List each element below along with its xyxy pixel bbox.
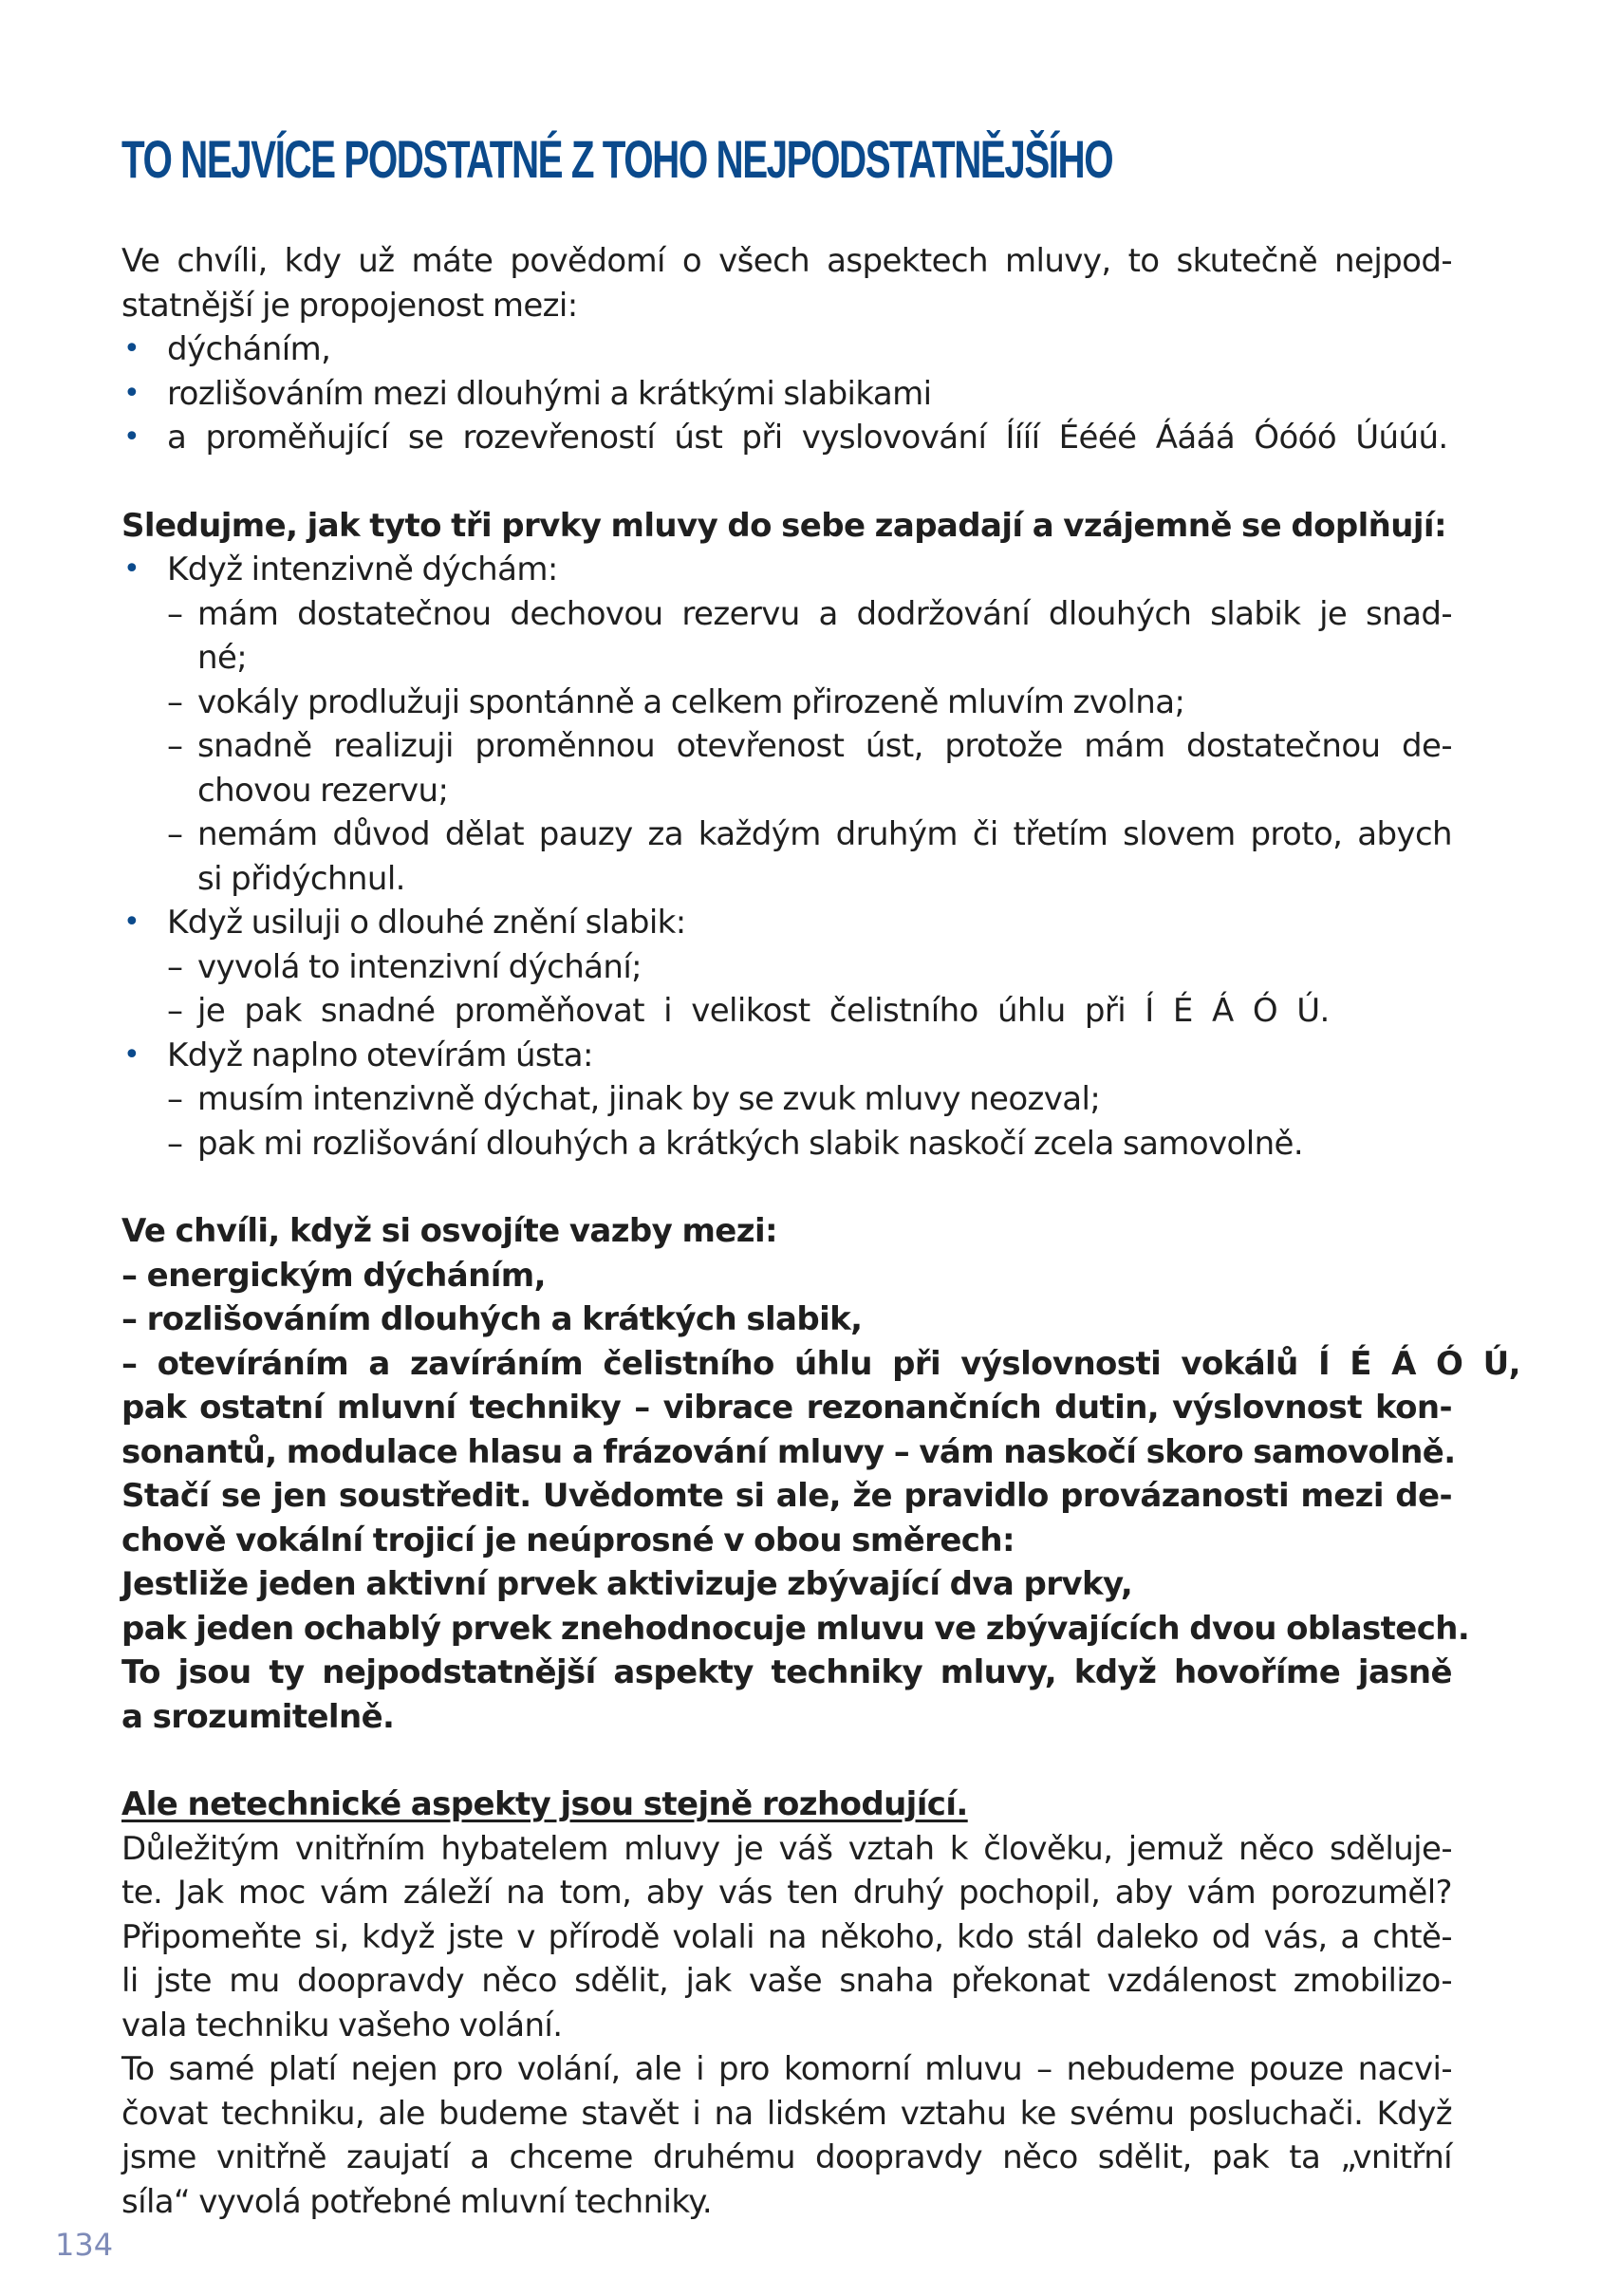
intro-section xyxy=(121,239,1452,460)
dash-text: mám dostatečnou dechovou rezervu a dodržování dlouhých slabik je snad- xyxy=(197,594,1452,633)
summary-line: Ve chvíli, když si osvojíte vazby mezi: xyxy=(121,1212,777,1250)
bullet-icon: • xyxy=(123,420,140,454)
paragraph-line: síla“ vyvolá potřebné mluvní techniky. xyxy=(121,2182,713,2221)
bullet-group xyxy=(121,1034,1452,1078)
dash-icon: – xyxy=(167,815,183,853)
summary-line: sonantů, modulace hlasu a frázování mluvy – vám naskočí skoro samovolně. xyxy=(121,1432,1456,1471)
dash-text: snadně realizuji proměnnou otevřenost úst, protože mám dostatečnou de- xyxy=(197,727,1452,765)
dash-icon: – xyxy=(167,947,183,986)
summary-line: Jestliže jeden aktivní prvek aktivizuje zbývající dva prvky, xyxy=(121,1565,1133,1603)
paragraph-line: Důležitým vnitřním hybatelem mluvy je váš vztah k člověku, jemuž něco sděluje- xyxy=(121,1829,1452,1868)
dash-item xyxy=(121,945,1452,990)
bullet-text: a proměňující se rozevřeností úst při vyslovování Íííí Éééé Áááá Óóóó Úúúú. xyxy=(167,419,1448,457)
summary-line: a srozumitelně. xyxy=(121,1697,395,1736)
paragraph-line: To samé platí nejen pro volání, ale i pro komorní mluvu – nebudeme pouze nacvi- xyxy=(121,2050,1452,2088)
dash-icon: – xyxy=(167,682,183,721)
summary-line: pak jeden ochablý prvek znehodnocuje mluvu ve zbývajících dvou oblastech. xyxy=(121,1609,1470,1648)
dash-item xyxy=(121,681,1452,725)
bullet-group xyxy=(121,901,1452,945)
paragraph-line: li jste mu doopravdy něco sdělit, jak vaše snaha překonat vzdálenost zmobilizo- xyxy=(121,1962,1452,2000)
bullet-icon: • xyxy=(123,905,140,939)
dash-text: né; xyxy=(197,639,248,677)
bullet-group xyxy=(121,548,1452,592)
dash-item xyxy=(121,724,1452,812)
dash-item xyxy=(121,1122,1452,1167)
dash-icon: – xyxy=(167,992,183,1030)
paragraph-line: vala techniku vašeho volání. xyxy=(121,2006,563,2044)
bullet-text: Když naplno otevírám ústa: xyxy=(167,1036,593,1074)
dash-icon: – xyxy=(167,1124,183,1163)
paragraph-line: te. Jak moc vám záleží na tom, aby vás ten druhý pochopil, aby vám porozuměl? xyxy=(121,1874,1452,1912)
dash-text: nemám důvod dělat pauzy za každým druhým či třetím slovem proto, abych xyxy=(197,815,1452,853)
dash-text: si přidýchnul. xyxy=(197,859,405,898)
summary-line: To jsou ty nejpodstatnější aspekty techniky mluvy, když hovoříme jasně xyxy=(121,1653,1452,1691)
dash-text: je pak snadné proměňovat i velikost čelistního úhlu při Í É Á Ó Ú. xyxy=(197,992,1330,1030)
page-content xyxy=(121,121,1520,2224)
page-title: TO NEJVÍCE PODSTATNÉ Z TOHO NEJPODSTATNĚJŠÍHO xyxy=(121,129,1113,189)
dash-text: chovou rezervu; xyxy=(197,771,449,810)
bullet-text: rozlišováním mezi dlouhými a krátkými slabikami xyxy=(167,374,932,413)
intro-line: statnější je propojenost mezi: xyxy=(121,286,578,325)
section-heading: Ale netechnické aspekty jsou stejně rozhodující. xyxy=(121,1785,968,1823)
paragraph-line: jsme vnitřně zaujatí a chceme druhému doopravdy něco sdělit, pak ta „vnitřní xyxy=(121,2138,1452,2176)
paragraph-line: Připomeňte si, když jste v přírodě volali na někoho, kdo stál daleko od vás, a chtě- xyxy=(121,1917,1452,1956)
bullet-icon: • xyxy=(123,1037,140,1072)
dash-icon: – xyxy=(167,1080,183,1118)
intro-bullet-item xyxy=(121,372,1452,417)
bullet-text: dýcháním, xyxy=(167,330,331,368)
page-number: 134 xyxy=(55,2227,114,2263)
summary-line: Stačí se jen soustředit. Uvědomte si ale, že pravidlo provázanosti mezi de- xyxy=(121,1477,1452,1515)
intro-bullet-item xyxy=(121,416,1452,460)
dash-icon: – xyxy=(167,594,183,633)
bullet-text: Když intenzivně dýchám: xyxy=(167,551,558,588)
paragraph-line: čovat techniku, ale budeme stavět i na lidském vztahu ke svému posluchači. Když xyxy=(121,2094,1452,2133)
dash-item xyxy=(121,1077,1452,1122)
summary-line: pak ostatní mluvní techniky – vibrace rezonančních dutin, výslovnost kon- xyxy=(121,1389,1452,1427)
summary-line: – rozlišováním dlouhých a krátkých slabik, xyxy=(121,1300,863,1338)
summary-line: – energickým dýcháním, xyxy=(121,1256,546,1295)
dash-item xyxy=(121,989,1452,1034)
dash-text: pak mi rozlišování dlouhých a krátkých slabik naskočí zcela samovolně. xyxy=(197,1124,1304,1163)
dash-item xyxy=(121,592,1452,681)
dash-text: vokály prodlužuji spontánně a celkem přirozeně mluvím zvolna; xyxy=(197,682,1185,721)
non-technical-section xyxy=(121,1783,1452,2224)
summary-line: chově vokální trojicí je neúprosné v obou směrech: xyxy=(121,1521,1015,1559)
dash-text: vyvolá to intenzivní dýchání; xyxy=(197,947,642,986)
dash-text: musím intenzivně dýchat, jinak by se zvuk mluvy neozval; xyxy=(197,1080,1101,1118)
bullet-icon: • xyxy=(123,552,140,586)
bullet-text: Když usiluji o dlouhé znění slabik: xyxy=(167,904,686,942)
bullet-icon: • xyxy=(123,376,140,410)
dash-icon: – xyxy=(167,727,183,765)
bullet-icon: • xyxy=(123,332,140,365)
intro-bullet-item xyxy=(121,327,1452,372)
dash-item xyxy=(121,812,1452,901)
summary-section xyxy=(121,1209,1520,1739)
intro-line: Ve chvíli, kdy už máte povědomí o všech aspektech mluvy, to skutečně nejpod- xyxy=(121,242,1452,280)
section-heading: Sledujme, jak tyto tři prvky mluvy do sebe zapadají a vzájemně se doplňují: xyxy=(121,506,1446,545)
summary-line: – otevíráním a zavíráním čelistního úhlu při výslovnosti vokálů Í É Á Ó Ú, xyxy=(121,1344,1520,1383)
interplay-section xyxy=(121,504,1452,1167)
